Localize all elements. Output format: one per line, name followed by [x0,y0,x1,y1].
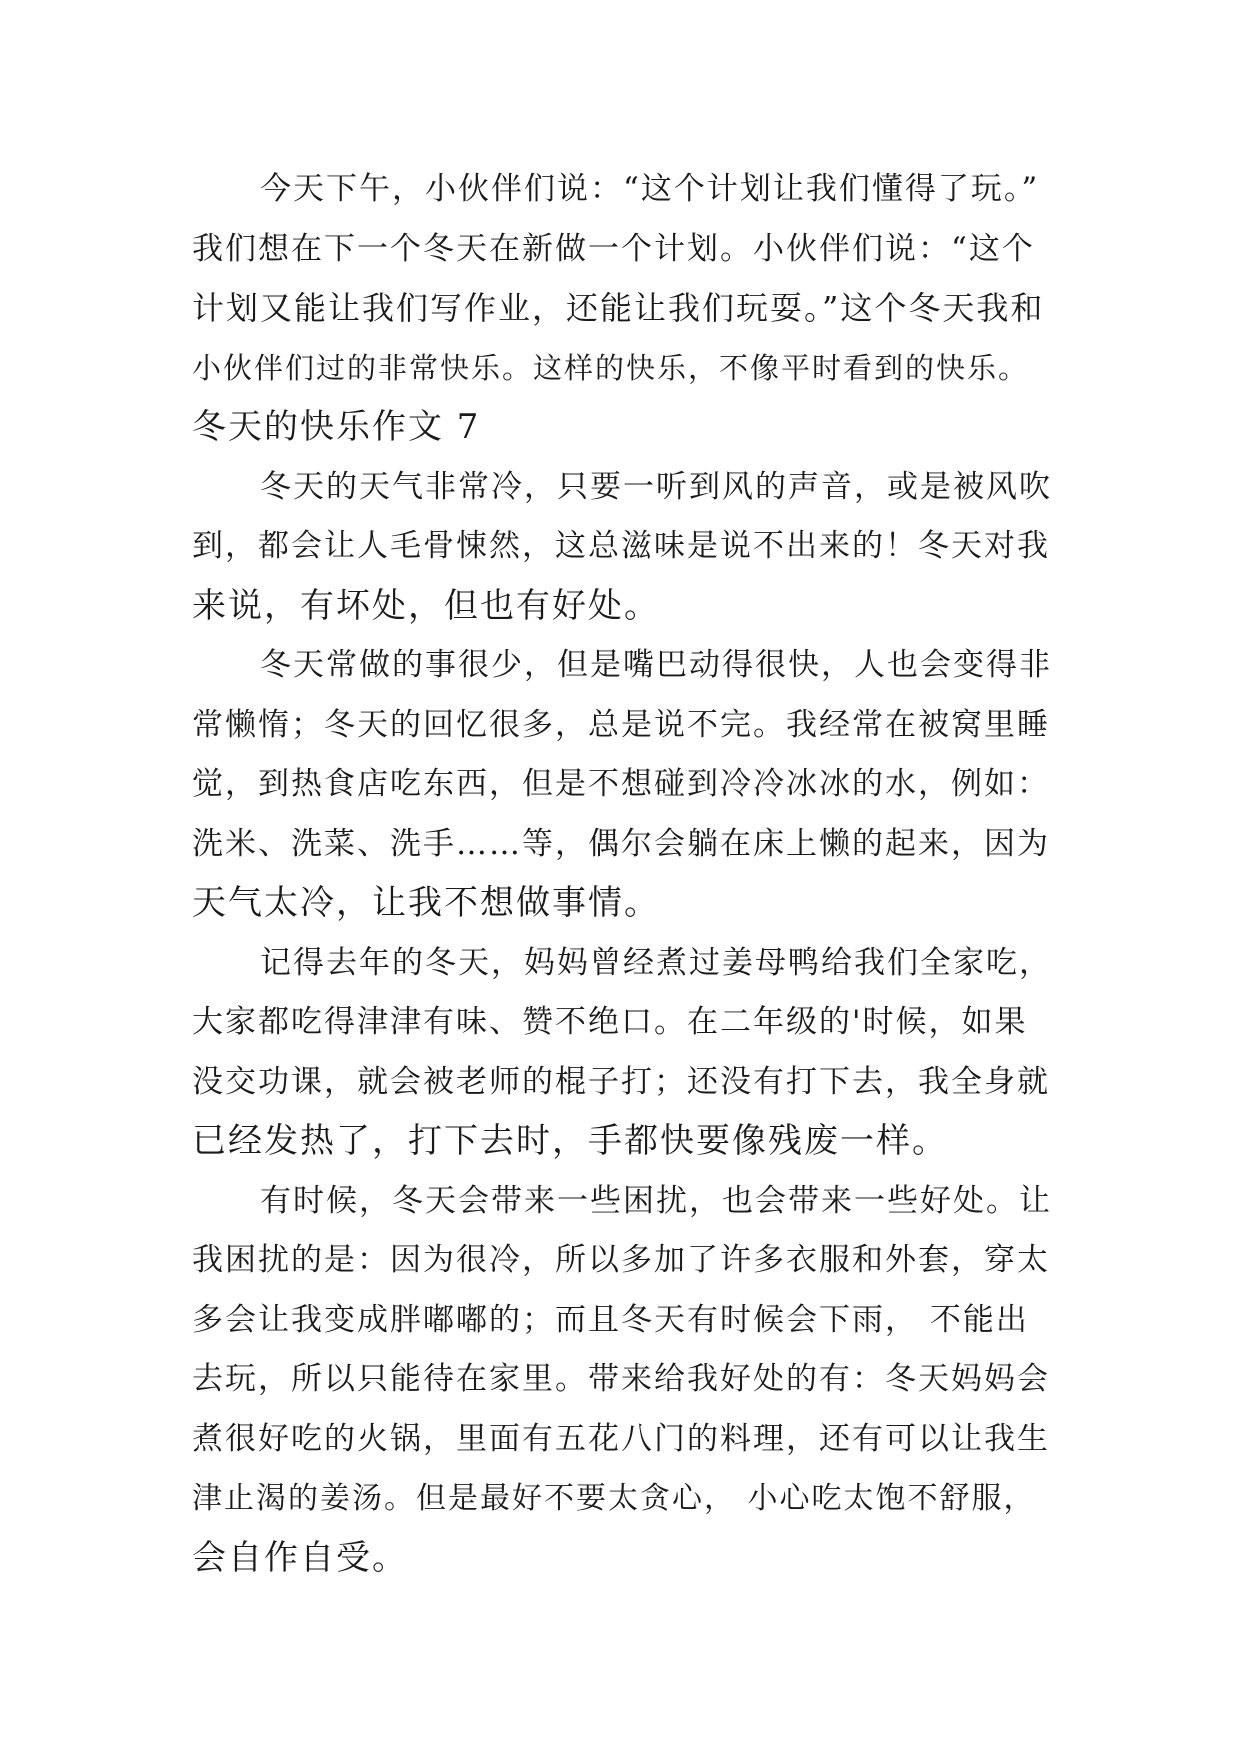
essay-body [192,160,1052,1588]
text-line: 我们想在下一个冬天在新做一个计划。小伙伴们说：“这个 [192,230,1035,267]
text-line: 到，都会让人毛骨悚然，这总滋味是说不出来的！冬天对我 [192,528,1050,564]
text-line: 已经发热了，打下去时，手都快要像残废一样。 [192,1121,948,1161]
text-line: 小伙伴们过的非常快乐。这样的快乐，不像平时看到的快乐。 [192,350,1030,385]
text-line: 今天下午，小伙伴们说：“这个计划让我们懂得了玩。” [260,171,1040,207]
text-line: 大家都吃得津津有味、赞不绝口。在二年级的'时候，如果 [192,1004,1028,1040]
text-line: 会自作自受。 [192,1537,408,1578]
text-line: 多会让我变成胖嘟嘟的；而且冬天有时候会下雨， 不能出 [192,1301,1029,1338]
text-line: 没交功课，就会被老师的棍子打；还没有打下去，我全身就 [192,1063,1050,1100]
text-line: 我困扰的是：因为很冷，所以多加了许多衣服和外套，穿太 [192,1242,1050,1278]
text-line: 天气太冷，让我不想做事情。 [192,883,660,923]
text-line: 觉，到热食店吃东西，但是不想碰到冷冷冰冰的水，例如： [192,766,1050,802]
text-line: 记得去年的冬天，妈妈曾经煮过姜母鸭给我们全家吃， [260,944,1052,981]
text-line: 有时候，冬天会带来一些困扰，也会带来一些好处。让 [260,1182,1052,1219]
text-line: 去玩，所以只能待在家里。带来给我好处的有：冬天妈妈会 [192,1361,1050,1397]
text-line: 洗米、洗菜、洗手……等，偶尔会躺在床上懒的起来，因为 [192,825,1050,862]
section-heading: 冬天的快乐作文 7 [192,407,481,447]
text-line: 煮很好吃的火锅，里面有五花八门的料理，还有可以让我生 [192,1420,1050,1457]
text-line: 计划又能让我们写作业，还能让我们玩耍。”这个冬天我和 [192,289,1045,327]
text-line: 津止渴的姜汤。但是最好不要太贪心， 小心吃太饱不舒服， [192,1481,1036,1516]
text-line: 冬天常做的事很少，但是嘴巴动得很快，人也会变得非 [260,647,1052,683]
text-line: 来说，有坏处，但也有好处。 [192,585,660,626]
text-line: 冬天的天气非常冷，只要一听到风的声音，或是被风吹 [260,468,1052,505]
text-line: 常懒惰；冬天的回忆很多，总是说不完。我经常在被窝里睡 [192,706,1050,743]
